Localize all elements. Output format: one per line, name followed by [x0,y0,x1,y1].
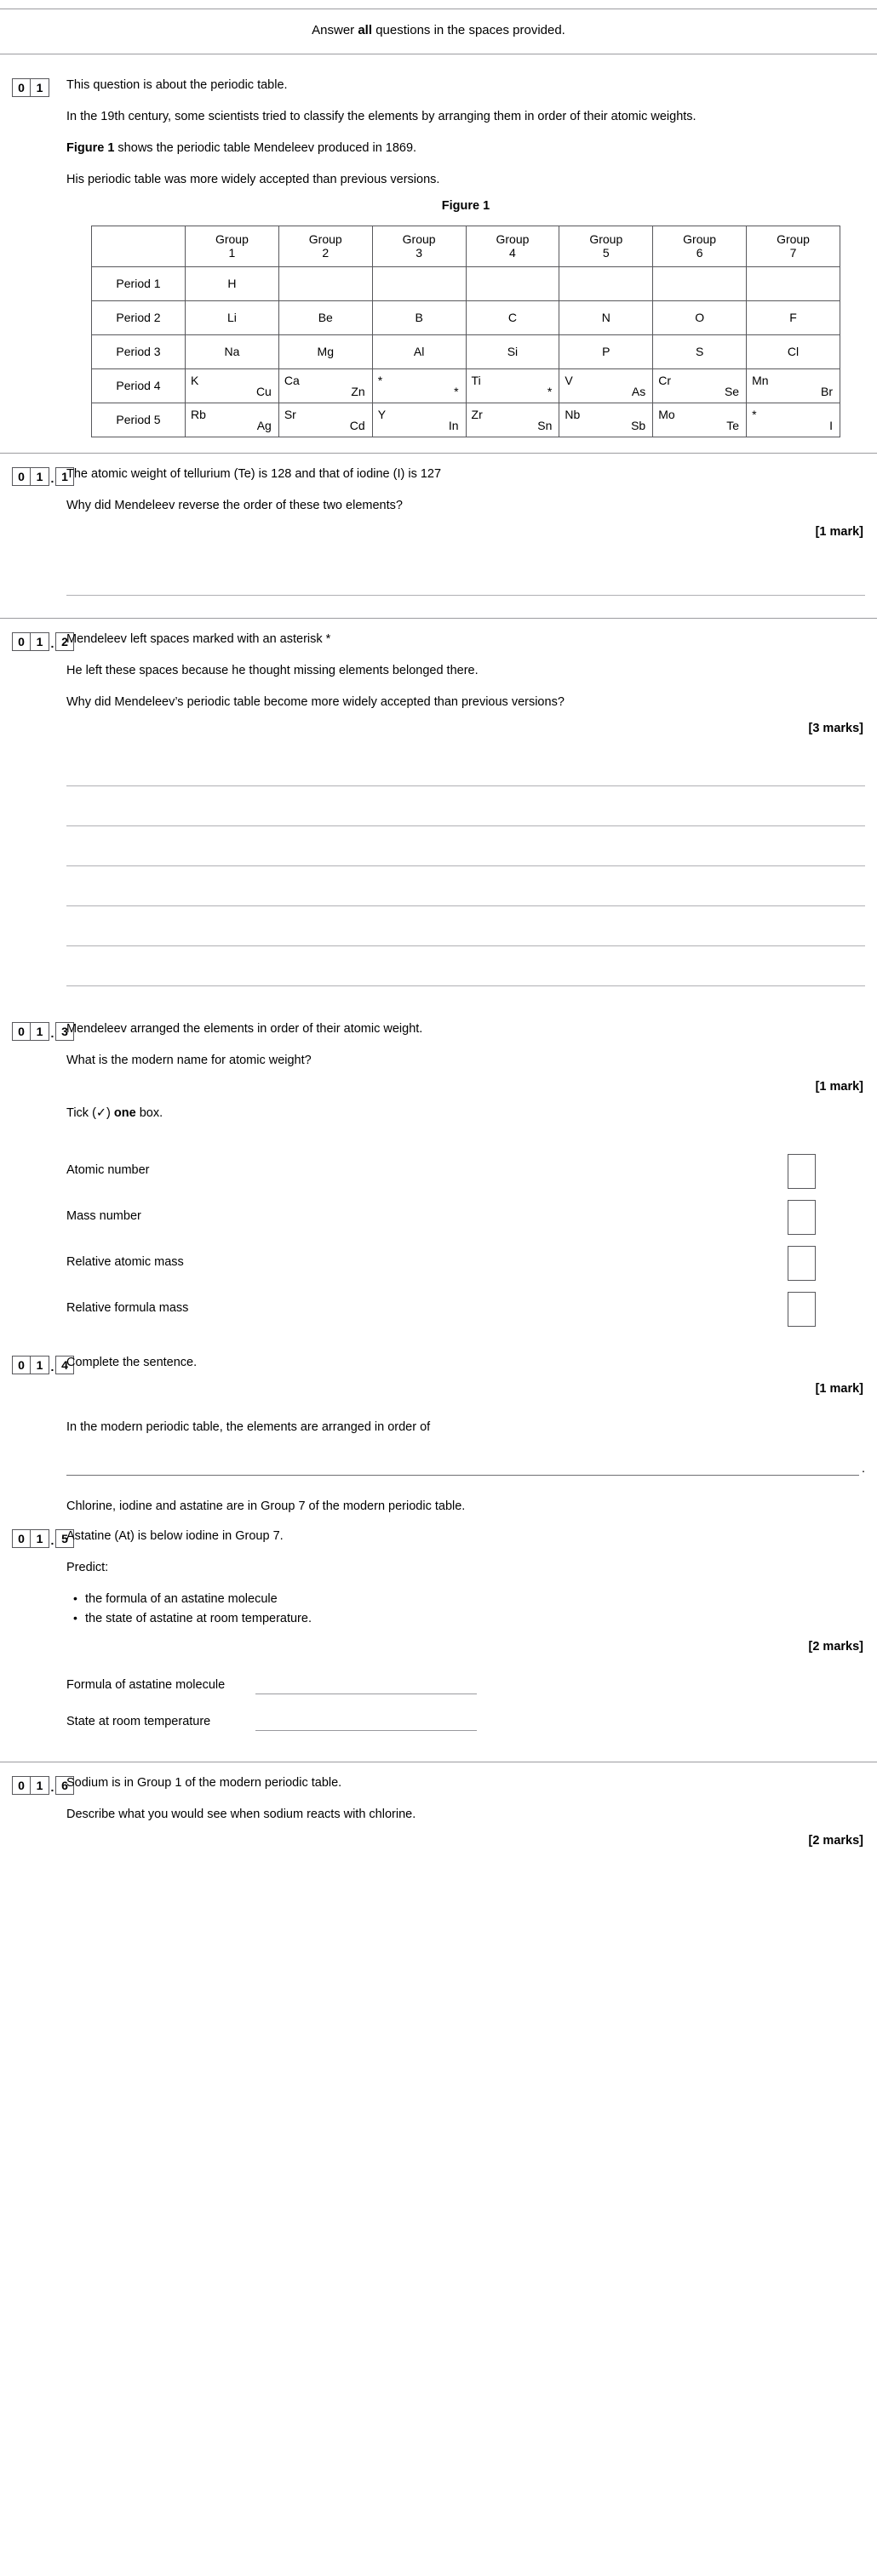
question-01-3-marks: [1 mark] [815,1079,863,1094]
group-header-4 [466,226,559,266]
input-formula-of-astatine-molecule[interactable] [255,1678,477,1694]
period-3-label: Period 3 [92,334,186,368]
cell-p3-g7: Cl [747,334,840,368]
cell-p1-g6 [653,266,747,300]
qnum-digit-2: 1 [31,78,49,97]
input-state-at-room-temperature[interactable] [255,1715,477,1731]
group-header-3 [372,226,466,266]
tick-option-row-relative-formula-mass [66,1286,865,1332]
cell-p1-g2 [278,266,372,300]
sentence-end-period: . [861,1461,865,1476]
cell-p5-g5 [559,403,653,437]
cell-p4-g3 [372,368,466,403]
answer-line[interactable] [66,550,865,596]
question-01-6-body [66,1774,877,1859]
exam-page [0,9,877,1859]
cell-p3-g4: Si [466,334,559,368]
cell-p5-g5-top: Nb [565,407,581,421]
qnum-digit-3: 6 [55,1776,74,1795]
tick-label-relative-atomic-mass: Relative atomic mass [66,1255,184,1270]
question-01-1-marks: [1 mark] [815,524,863,539]
answer-line[interactable] [66,786,865,826]
question-01-6-number-col [0,1774,66,1796]
question-01-5-marks: [2 marks] [808,1640,863,1654]
question-number-01-3 [12,1022,74,1041]
cell-p4-g1-top: K [191,373,199,387]
question-number-01-6 [12,1776,74,1795]
cell-p1-g5 [559,266,653,300]
question-01-1-question: Why did Mendeleev reverse the order of these two elements? [66,498,403,512]
cell-p4-g1-bottom: Cu [255,384,272,398]
question-number-01-1 [12,467,74,486]
tick-checkbox-relative-formula-mass[interactable] [788,1292,816,1327]
qnum-digit-1: 0 [12,467,31,486]
label-state-at-room-temperature: State at room temperature [66,1715,211,1729]
question-01-accepted-para: His periodic table was more widely accepted than previous versions. [66,172,440,186]
qnum-digit-3: 5 [55,1529,74,1548]
tick-option-row-relative-atomic-mass [66,1240,865,1286]
cell-p4-g5 [559,368,653,403]
cell-p5-g2-top: Sr [284,407,296,421]
cell-p3-g3: Al [372,334,466,368]
question-01-5-state-row [66,1713,865,1731]
cell-p1-g3 [372,266,466,300]
question-01-block [0,77,877,453]
question-01-5-formula-row [66,1676,865,1694]
cell-p4-g4 [466,368,559,403]
group-header-1-line1: Group [215,232,249,247]
cell-p4-g7-top: Mn [752,373,769,387]
group-header-5 [559,226,653,266]
tick-checkbox-relative-atomic-mass[interactable] [788,1246,816,1281]
cell-p5-g1-top: Rb [191,407,206,421]
question-01-2-question: Why did Mendeleev’s periodic table become more widely accepted than previous versions? [66,694,565,709]
qnum-dot: . [50,1534,54,1548]
group-header-2-line1: Group [308,232,342,247]
period-4-label: Period 4 [92,368,186,403]
qnum-dot: . [50,471,54,485]
question-01-4-body [66,1354,877,1476]
cell-p5-g7-bottom: I [829,418,833,432]
tick-instruction-bold: one [113,1105,136,1120]
cell-p4-g3-top: * [377,373,383,387]
group-header-7 [747,226,840,266]
answer-instruction-banner [0,9,877,54]
question-01-3-block [0,1020,877,1332]
tick-label-relative-formula-mass: Relative formula mass [66,1301,189,1316]
cell-p5-g3-bottom: In [448,418,459,432]
tick-instruction-post: box. [135,1105,163,1120]
cell-p5-g2-bottom: Cd [349,418,365,432]
cell-p4-g4-top: Ti [471,373,481,387]
question-01-3-question: What is the modern name for atomic weight? [66,1053,312,1067]
qnum-dot: . [50,1025,54,1040]
question-01-1-stem: The atomic weight of tellurium (Te) is 128 and that of iodine (I) is 127 [66,466,442,481]
cell-p5-g3 [372,403,466,437]
question-01-5-body [66,1528,877,1750]
question-01-1-body [66,466,877,596]
question-01-5-predict-label: Predict: [66,1561,109,1575]
qnum-digit-1: 0 [12,1529,31,1548]
table-row [92,300,840,334]
cell-p3-g6: S [653,334,747,368]
answer-line[interactable] [66,946,865,986]
cell-p5-g4 [466,403,559,437]
cell-p4-g5-top: V [565,373,573,387]
qnum-digit-3: 3 [55,1022,74,1041]
tick-option-row-mass-number [66,1194,865,1240]
sentence-fill-blank[interactable] [66,1459,859,1476]
question-number-01 [12,78,49,97]
cell-p4-g6 [653,368,747,403]
question-01-4-number-col [0,1354,66,1375]
group-header-3-line2: 3 [416,246,422,260]
banner-bold-all: all [358,23,373,37]
question-01-5-bullet-list [66,1591,865,1628]
banner-suffix: questions in the spaces provided. [372,23,565,37]
cell-p3-g2: Mg [278,334,372,368]
question-01-2-block [0,631,877,986]
cell-p2-g5: N [559,300,653,334]
cell-p1-g1: H [186,266,279,300]
question-01-2-number-col [0,631,66,652]
qnum-digit-1: 0 [12,1356,31,1374]
group-header-4-line2: 4 [509,246,516,260]
mendeleev-periodic-table [91,226,840,437]
question-01-1-number-col [0,466,66,487]
question-01-3-number-col [0,1020,66,1042]
cell-p4-g7-bottom: Br [821,384,833,398]
question-01-6-marks: [2 marks] [808,1834,863,1848]
question-01-6-question: Describe what you would see when sodium reacts with chlorine. [66,1808,416,1822]
cell-p4-g6-bottom: Se [724,384,740,398]
cell-p5-g1-bottom: Ag [256,418,272,432]
qnum-digit-3: 4 [55,1356,74,1374]
tick-label-atomic-number: Atomic number [66,1163,150,1178]
question-01-5-leadin-body [66,1498,877,1516]
cell-p4-g4-bottom: * [547,384,553,398]
question-01-5-leadin: Chlorine, iodine and astatine are in Group 7 of the modern periodic table. [66,1499,466,1514]
question-01-4-fill-row [66,1459,865,1476]
table-row [92,403,840,437]
group-header-5-line2: 5 [602,246,610,260]
question-number-01-2 [12,632,74,651]
list-item: • the formula of an astatine molecule [85,1591,865,1608]
tick-checkbox-atomic-number[interactable] [788,1154,816,1189]
cell-p5-g7 [747,403,840,437]
qnum-dot: . [50,1360,54,1374]
qnum-digit-3: 1 [55,467,74,486]
group-header-1 [186,226,279,266]
cell-p5-g4-bottom: Sn [537,418,553,432]
question-01-5-leadin-block [0,1498,877,1516]
cell-p1-g4 [466,266,559,300]
cell-p3-g5: P [559,334,653,368]
question-01-2-marks: [3 marks] [808,721,863,735]
qnum-digit-2: 1 [31,467,49,486]
question-01-4-sentence: In the modern periodic table, the elements are arranged in order of [66,1420,431,1435]
tick-label-mass-number: Mass number [66,1209,141,1224]
qnum-digit-1: 0 [12,1776,31,1795]
question-01-4-block [0,1354,877,1476]
qnum-dot: . [50,1780,54,1795]
period-5-label: Period 5 [92,403,186,437]
cell-p2-g3: B [372,300,466,334]
cell-p5-g4-top: Zr [471,407,483,421]
group-header-2 [278,226,372,266]
qnum-digit-2: 1 [31,1529,49,1548]
cell-p5-g6-bottom: Te [726,418,740,432]
cell-p5-g5-bottom: Sb [631,418,646,432]
list-item: • the state of astatine at room temperature. [85,1610,865,1628]
question-01-5-number-col [0,1528,66,1549]
cell-p5-g1 [186,403,279,437]
question-01-3-stem: Mendeleev arranged the elements in order of their atomic weight. [66,1021,423,1036]
group-header-7-line1: Group [777,232,810,247]
cell-p4-g5-bottom: As [631,384,646,398]
cell-p5-g6-top: Mo [658,407,675,421]
qnum-digit-2: 1 [31,1356,49,1374]
question-number-01-4 [12,1356,74,1374]
table-row [92,368,840,403]
qnum-digit-1: 0 [12,1022,31,1041]
group-header-6-line2: 6 [696,246,703,260]
cell-p4-g1 [186,368,279,403]
cell-p4-g3-bottom: * [454,384,459,398]
question-01-6-stem: Sodium is in Group 1 of the modern periodic table. [66,1776,342,1791]
table-corner-cell [92,226,186,266]
figure-1-container [66,226,865,437]
question-01-figure-para [66,140,865,157]
tick-instruction-pre: Tick (✓) [66,1105,114,1120]
cell-p2-g2: Be [278,300,372,334]
question-01-4-marks: [1 mark] [815,1382,863,1397]
cell-p4-g2-bottom: Zn [351,384,365,398]
question-01-2-body [66,631,877,986]
table-header-row [92,226,840,266]
qnum-digit-2: 1 [31,1776,49,1795]
tick-option-row-atomic-number [66,1148,865,1194]
qnum-digit-2: 1 [31,632,49,651]
answer-line[interactable] [66,906,865,946]
cell-p2-g7: F [747,300,840,334]
group-header-1-line2: 1 [228,246,236,260]
cell-p2-g6: O [653,300,747,334]
cell-p4-g7 [747,368,840,403]
qnum-digit-1: 0 [12,78,31,97]
question-01-3-body [66,1020,877,1332]
figure-1-ref-bold: Figure 1 [66,140,115,155]
qnum-dot: . [50,636,54,650]
question-01-2-detail: He left these spaces because he thought missing elements belonged there. [66,663,479,677]
cell-p5-g3-top: Y [377,407,387,421]
label-formula-of-astatine-molecule: Formula of astatine molecule [66,1678,226,1693]
table-row [92,334,840,368]
group-header-5-line1: Group [589,232,623,247]
cell-p5-g7-top: * [752,407,757,421]
answer-line[interactable] [66,866,865,906]
answer-line[interactable] [66,826,865,866]
question-01-body [66,77,877,453]
question-number-01-5 [12,1529,74,1548]
table-row [92,266,840,300]
qnum-digit-1: 0 [12,632,31,651]
question-01-2-stem: Mendeleev left spaces marked with an asterisk * [66,631,331,646]
period-1-label: Period 1 [92,266,186,300]
group-header-6 [653,226,747,266]
cell-p5-g2 [278,403,372,437]
cell-p2-g4: C [466,300,559,334]
question-01-number-col [0,77,66,98]
figure-1-ref-rest: shows the periodic table Mendeleev produced in 1869. [114,140,417,155]
group-header-7-line2: 7 [789,246,797,260]
question-01-5-stem: Astatine (At) is below iodine in Group 7. [66,1529,284,1544]
figure-1-label: Figure 1 [441,198,490,213]
question-01-6-block [0,1774,877,1859]
tick-one-box-instruction [66,1105,865,1122]
question-01-5-block [0,1528,877,1750]
qnum-digit-2: 1 [31,1022,49,1041]
qnum-digit-3: 2 [55,632,74,651]
answer-line[interactable] [66,746,865,786]
cell-p3-g1: Na [186,334,279,368]
group-header-3-line1: Group [402,232,436,247]
question-01-4-stem: Complete the sentence. [66,1356,198,1369]
question-01-century-para: In the 19th century, some scientists tried to classify the elements by arranging them in order of their atomic weights. [66,109,696,123]
question-01-intro: This question is about the periodic table. [66,77,288,92]
group-header-4-line1: Group [496,232,530,247]
cell-p4-g6-top: Cr [658,373,671,387]
banner-prefix: Answer [312,23,358,37]
question-01-1-block [0,466,877,596]
cell-p1-g7 [747,266,840,300]
cell-p5-g6 [653,403,747,437]
cell-p4-g2 [278,368,372,403]
leadin-number-col-spacer [0,1498,66,1499]
group-header-6-line1: Group [683,232,717,247]
cell-p4-g2-top: Ca [284,373,300,387]
group-header-2-line2: 2 [322,246,330,260]
cell-p2-g1: Li [186,300,279,334]
period-2-label: Period 2 [92,300,186,334]
tick-checkbox-mass-number[interactable] [788,1200,816,1235]
